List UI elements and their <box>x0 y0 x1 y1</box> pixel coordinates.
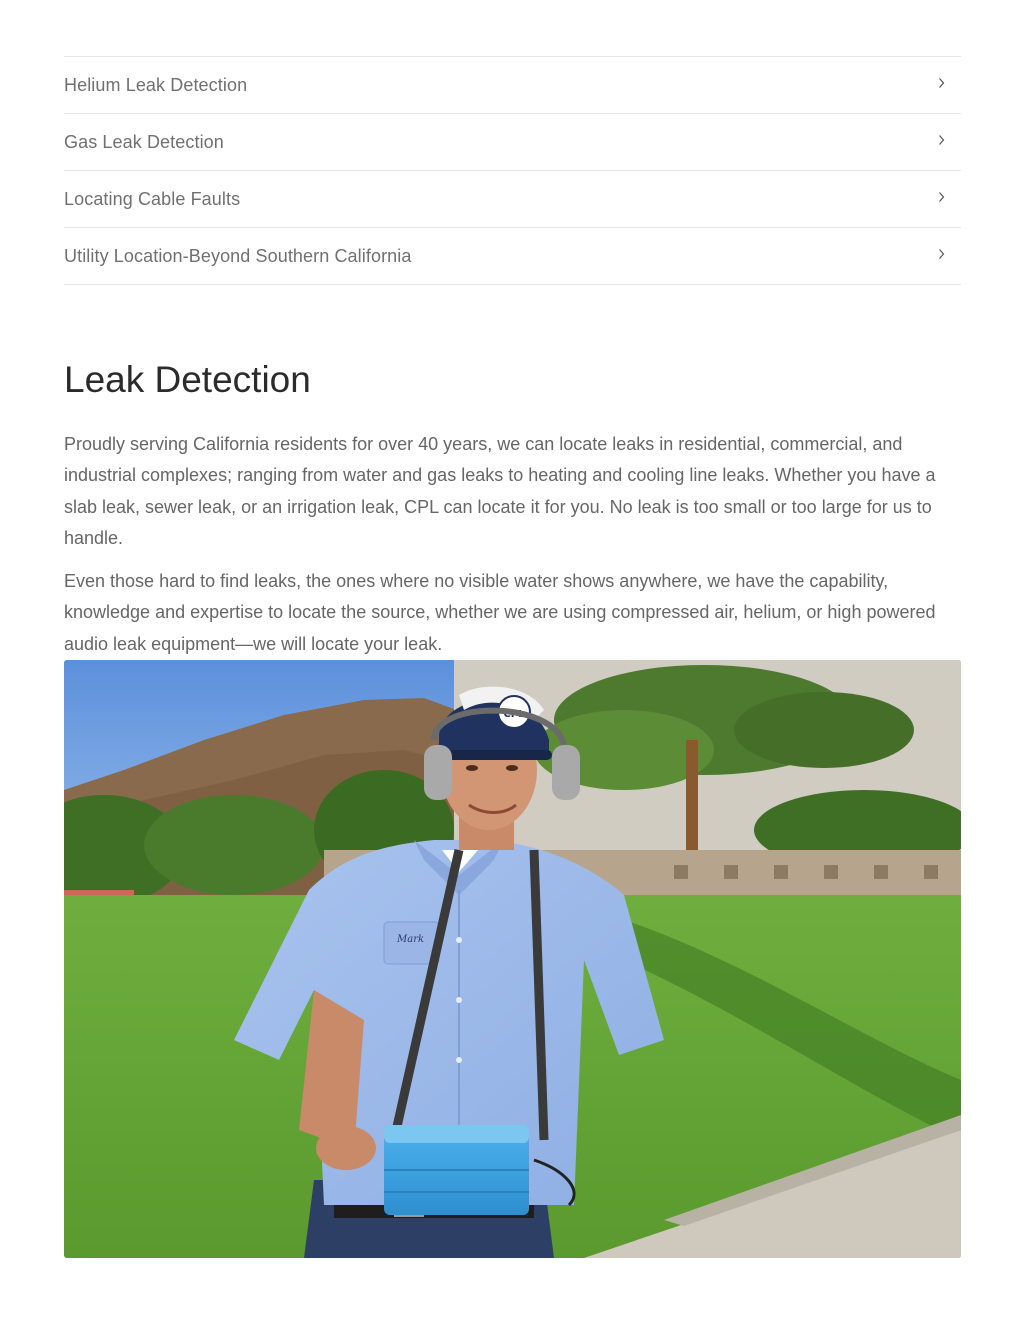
service-link-label: Gas Leak Detection <box>64 131 224 152</box>
cap-logo: CPL <box>503 709 525 720</box>
intro-paragraph: Proudly serving California residents for over 40 years, we can locate leaks in residential, commercial, and industrial complexes; ranging from water and gas leaks to heating and cooling line leaks. Whether you have a slab leak, sewer leak, or an irrigation leak, CPL can locate it for you. No leak is too small or too large for us to handle. <box>64 434 936 548</box>
service-link-label: Locating Cable Faults <box>64 188 241 209</box>
chevron-right-icon <box>933 188 951 206</box>
technician-photo-illustration <box>64 660 961 1258</box>
section-title: Leak Detection <box>64 359 311 400</box>
service-link-label: Utility Location-Beyond Southern California <box>64 245 412 266</box>
service-link-helium[interactable] <box>64 57 961 114</box>
chevron-right-icon <box>933 74 951 92</box>
service-link-gas[interactable] <box>64 114 961 171</box>
service-link-label: Helium Leak Detection <box>64 74 248 95</box>
shirt-name-tag: Mark <box>397 934 425 945</box>
chevron-right-icon <box>933 131 951 149</box>
service-link-utility-location[interactable] <box>64 228 961 285</box>
service-link-cable-faults[interactable] <box>64 171 961 228</box>
service-links-list <box>64 56 961 285</box>
chevron-right-icon <box>933 245 951 263</box>
capability-paragraph: Even those hard to find leaks, the ones where no visible water shows anywhere, we have the capability, knowledge and expertise to locate the source, whether we are using compressed air, helium, or high powered audio leak equipment—we will locate your leak. <box>64 571 936 654</box>
technician-photo <box>64 660 961 1258</box>
